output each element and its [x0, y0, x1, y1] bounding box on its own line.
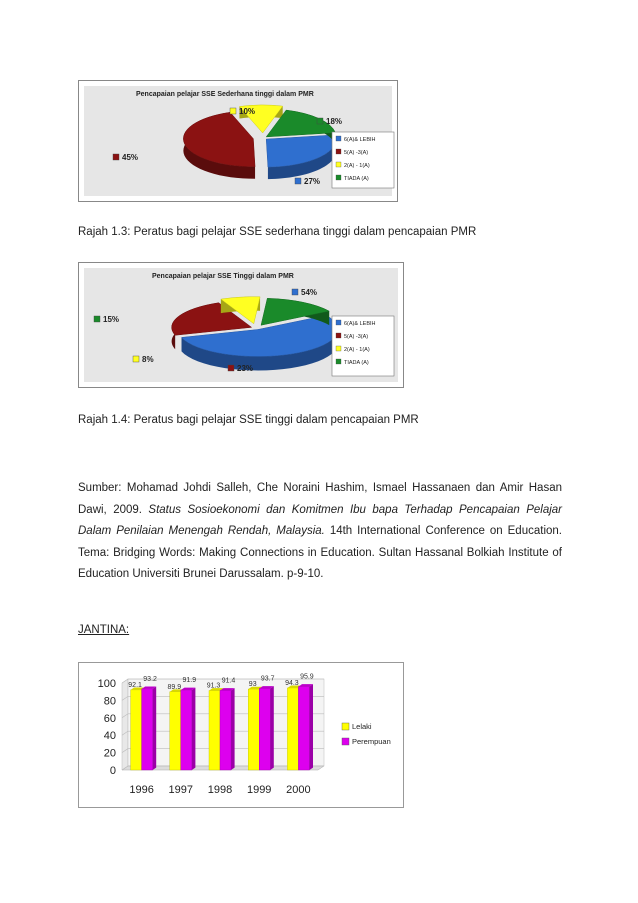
x-tick-label: 1997: [168, 784, 194, 796]
x-tick-label: 1996: [129, 784, 154, 796]
legend-label: 2(A) - 1(A): [344, 347, 370, 353]
y-tick-label: 80: [103, 695, 116, 708]
legend-swatch: [336, 136, 341, 141]
bar-value-label: 93.2: [143, 675, 157, 683]
bar-perempuan-1996: [142, 687, 157, 770]
bar-value-label: 92.1: [128, 681, 142, 689]
bar-side: [270, 686, 274, 770]
legend-swatch: [336, 359, 341, 364]
bar-value-label: 93.7: [260, 675, 275, 683]
legend-swatch: [336, 149, 341, 154]
legend-label: Perempuan: [352, 737, 391, 746]
data-label-marker: [94, 316, 100, 322]
x-tick-label: 2000: [286, 784, 311, 796]
data-label: 18%: [326, 117, 343, 126]
legend-swatch: [336, 162, 341, 167]
legend-swatch: [336, 320, 341, 325]
bar-side: [309, 684, 313, 770]
citation-title: Status Sosioekonomi dan Komitmen Ibu bapa Terhadap Pencapaian Pelajar Dalam Penilaian Menengah Rendah, Malaysia.: [78, 503, 562, 537]
data-label-marker: [292, 289, 298, 295]
bar-front: [298, 687, 309, 770]
citation-authors: Sumber: Mohamad Johdi Salleh, Che Noraini Hashim, Ismael Hassanaen dan Amir Hasan Dawi, 2009.: [78, 482, 562, 516]
bar-front: [220, 690, 231, 770]
bar-value-label: 94.3: [285, 679, 299, 687]
legend-label: 5(A) -3(A): [344, 334, 369, 340]
bar-perempuan-1997: [181, 688, 196, 770]
bar-front: [142, 689, 153, 770]
data-label: 23%: [237, 364, 254, 373]
bar-front: [259, 688, 270, 770]
y-tick-label: 40: [103, 730, 116, 743]
data-label: 54%: [301, 288, 318, 297]
data-label-marker: [230, 108, 236, 114]
data-label-marker: [113, 154, 119, 160]
bar-perempuan-2000: [298, 684, 313, 770]
bar-perempuan-1998: [220, 688, 235, 770]
legend-label: 6(A)& LEBIH: [344, 137, 376, 143]
section-heading-jantina: JANTINA:: [78, 624, 130, 636]
bar-value-label: 89.9: [167, 683, 182, 691]
data-label: 8%: [142, 355, 154, 364]
legend-label: 5(A) -3(A): [344, 150, 369, 156]
bar-front: [209, 691, 220, 770]
bar-side: [192, 688, 196, 770]
data-label-marker: [317, 118, 323, 124]
bar-side: [153, 687, 157, 770]
bar-front: [287, 688, 298, 770]
bar-value-label: 95.9: [300, 673, 314, 681]
legend-label: Lelaki: [352, 722, 372, 731]
x-tick-label: 1998: [207, 784, 233, 796]
data-label: 27%: [304, 177, 321, 186]
data-label: 10%: [239, 107, 256, 116]
y-tick-label: 100: [97, 678, 116, 690]
bar-value-label: 91.9: [182, 677, 197, 685]
legend-swatch: [336, 175, 341, 180]
data-label-marker: [228, 365, 234, 371]
legend-label: 6(A)& LEBIH: [344, 321, 376, 327]
citation-details: 14th International Conference on Education. Tema: Bridging Words: Making Connections in Education. Sultan Hassanal Bolkiah Institute of Education Universiti Brunei Darussalam. p-9-10.: [78, 525, 562, 580]
legend-swatch: [342, 738, 349, 745]
bar-perempuan-1999: [259, 686, 274, 770]
bar-front: [170, 692, 181, 770]
y-tick-label: 20: [103, 747, 116, 760]
source-citation: [78, 478, 562, 586]
y-tick-label: 0: [109, 765, 116, 777]
bar-value-label: 93: [248, 681, 257, 689]
bar-chart-jantina: [78, 662, 404, 808]
bar-front: [248, 689, 259, 770]
bar-front: [131, 690, 142, 770]
figure-caption-1-4: Rajah 1.4: Peratus bagi pelajar SSE tinggi dalam pencapaian PMR: [78, 414, 419, 426]
bar-front: [181, 690, 192, 770]
legend-swatch: [342, 723, 349, 730]
pie-chart-sse-sederhana-tinggi: [78, 80, 398, 202]
chart-title: Pencapaian pelajar SSE Sederhana tinggi dalam PMR: [136, 91, 314, 98]
chart-side-wall: [122, 679, 128, 770]
bar-side: [231, 688, 235, 770]
x-tick-label: 1999: [246, 784, 272, 796]
y-tick-label: 60: [103, 712, 116, 725]
data-label: 15%: [103, 315, 120, 324]
data-label: 45%: [122, 153, 139, 162]
legend-label: TIADA (A): [344, 176, 369, 182]
legend-label: TIADA (A): [344, 360, 369, 366]
bar-value-label: 91.3: [206, 682, 221, 690]
figure-caption-1-3: Rajah 1.3: Peratus bagi pelajar SSE sederhana tinggi dalam pencapaian PMR: [78, 226, 477, 238]
legend-swatch: [336, 346, 341, 351]
chart-title: Pencapaian pelajar SSE Tinggi dalam PMR: [152, 273, 294, 280]
data-label-marker: [133, 356, 139, 362]
legend-label: 2(A) - 1(A): [344, 163, 370, 169]
legend-swatch: [336, 333, 341, 338]
bar-value-label: 91.4: [221, 677, 236, 685]
data-label-marker: [295, 178, 301, 184]
pie-chart-sse-tinggi: [78, 262, 404, 388]
